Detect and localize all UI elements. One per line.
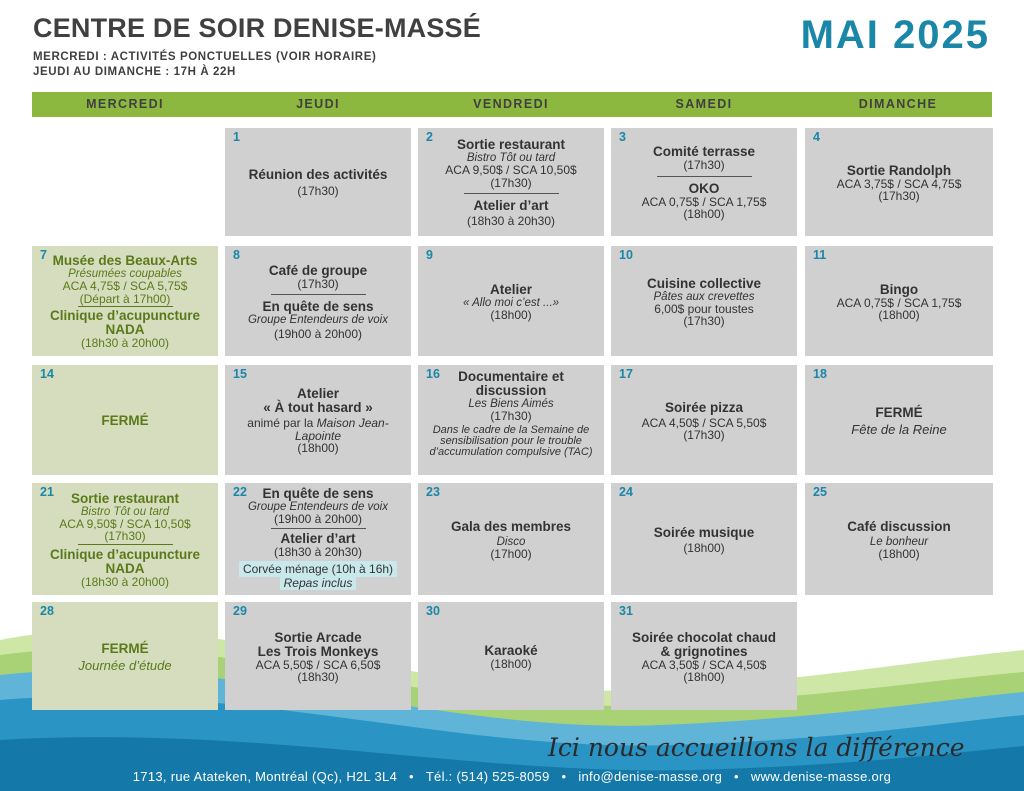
day-number: 1: [233, 130, 240, 144]
day-cell-17: [611, 365, 797, 475]
event-time: (17h30): [297, 276, 339, 291]
event-price: ACA 0,75$ / SCA 1,75$: [641, 194, 767, 209]
day-number: 11: [813, 248, 827, 262]
divider: [78, 544, 173, 545]
event-time: (18h30 à 20h30): [273, 544, 363, 559]
day-cell-3: [611, 128, 797, 236]
event-subtitle: Bistro Tôt ou tard: [80, 505, 170, 518]
event-title: Sortie Arcade: [274, 629, 362, 645]
event-time: (18h00): [490, 656, 532, 671]
day-number: 24: [619, 485, 633, 499]
day-number: 10: [619, 248, 633, 262]
event-title: Clinique d’acupuncture NADA: [49, 546, 200, 576]
event-host: Maison Jean-Lapointe: [294, 416, 389, 443]
day-number: 8: [233, 248, 240, 262]
event-time: (17h30): [878, 189, 920, 203]
day-cell-4: [805, 128, 993, 236]
event-time: (18h30 à 20h00): [80, 336, 170, 351]
month-title: MAI 2025: [800, 13, 990, 57]
day-cell-28: [32, 602, 218, 710]
day-number: 28: [40, 604, 54, 618]
event-time: (17h30): [683, 314, 725, 328]
event-subtitle: Le bonheur: [869, 535, 929, 548]
weekday-saturday: SAMEDI: [675, 97, 733, 111]
day-cell-16: [418, 365, 604, 475]
event-price: ACA 4,75$ / SCA 5,75$: [62, 279, 188, 294]
event-time: (17h30): [490, 175, 532, 190]
footer-email-link[interactable]: info@denise-masse.org: [578, 769, 723, 784]
weekday-sunday: DIMANCHE: [858, 97, 938, 111]
day-number: 16: [426, 367, 440, 381]
divider: [271, 294, 366, 295]
day-cell-30: [418, 602, 604, 710]
event-subtitle: Les Biens Aimés: [468, 398, 554, 410]
day-number: 29: [233, 604, 247, 618]
event-time: (18h30 à 20h00): [80, 574, 170, 589]
event-price: ACA 0,75$ / SCA 1,75$: [836, 295, 962, 310]
closed-label: FERMÉ: [101, 413, 149, 428]
day-cell-15: [225, 365, 411, 475]
event-time: (18h30): [297, 670, 339, 684]
day-cell-10: [611, 246, 797, 356]
event-title: Musée des Beaux-Arts: [52, 253, 198, 269]
day-number: 14: [40, 367, 54, 381]
event-title: Réunion des activités: [248, 167, 388, 183]
event-price: 6,00$ pour toustes: [654, 301, 754, 316]
event-note: Dans le cadre de la Semaine de sensibilisation pour le trouble d’accumulation compulsive (TAC): [429, 423, 593, 458]
day-cell-7: [32, 246, 218, 356]
event-subtitle: Présumées coupables: [68, 268, 182, 281]
event-price: ACA 9,50$ / SCA 10,50$: [59, 516, 191, 531]
event-title: Atelier d’art: [473, 198, 549, 214]
day-cell-1: [225, 128, 411, 236]
event-time: (18h00): [297, 441, 339, 456]
closed-label: FERMÉ: [875, 404, 923, 420]
event-subtitle: Pâtes aux crevettes: [653, 290, 755, 303]
event-title: Soirée pizza: [664, 399, 744, 415]
divider: [657, 176, 752, 177]
event-title: Karaoké: [484, 642, 538, 658]
weekday-thursday: JEUDI: [296, 97, 340, 111]
event-time: (Départ à 17h00): [79, 291, 171, 306]
event-time: (18h00): [878, 308, 920, 322]
footer-bullet: •: [409, 769, 414, 784]
page-title: CENTRE DE SOIR DENISE-MASSÉ: [33, 13, 481, 43]
event-title: Documentaire et discussion: [458, 369, 564, 398]
event-title: Clinique d’acupuncture NADA: [49, 308, 200, 338]
day-cell-9: [418, 246, 604, 356]
event-time: (17h00): [490, 546, 532, 561]
event-subtitle: Groupe Entendeurs de voix: [247, 501, 388, 513]
event-time: (18h00): [683, 207, 725, 222]
divider: [464, 193, 559, 194]
event-time: (17h30): [683, 428, 725, 442]
event-title: OKO: [688, 180, 720, 196]
weekday-friday: VENDREDI: [473, 97, 549, 111]
footer-contact: [0, 769, 1024, 784]
day-cell-2: [418, 128, 604, 236]
day-number: 3: [619, 130, 626, 144]
day-number: 2: [426, 130, 433, 144]
event-price: ACA 3,75$ / SCA 4,75$: [836, 176, 962, 191]
day-number: 15: [233, 367, 247, 381]
event-subtitle: « Allo moi c’est ...»: [462, 296, 560, 309]
day-cell-8: [225, 246, 411, 356]
slogan: Ici nous accueillons la différence: [548, 733, 965, 762]
day-cell-18: [805, 365, 993, 475]
event-time: (19h00 à 20h00): [273, 512, 363, 526]
day-cell-22: [225, 483, 411, 595]
event-time: (17h30): [683, 158, 725, 173]
day-number: 21: [40, 485, 54, 499]
day-number: 17: [619, 367, 633, 381]
event-title: En quête de sens: [262, 486, 374, 501]
divider: [78, 306, 173, 307]
footer-address: 1713, rue Atateken, Montréal (Qc), H2L 3L4: [132, 769, 398, 784]
event-time: (17h30): [490, 409, 532, 423]
event-subtitle: Groupe Entendeurs de voix: [247, 314, 388, 326]
day-number: 30: [426, 604, 440, 618]
day-number: 22: [233, 485, 247, 499]
event-title: Sortie Randolph: [846, 162, 952, 178]
event-time: (17h30): [297, 184, 339, 199]
footer-bullet: •: [734, 769, 739, 784]
event-price: ACA 4,50$ / SCA 5,50$: [641, 415, 767, 430]
event-title: Soirée chocolat chaud & grignotines: [631, 629, 777, 659]
event-title: Sortie restaurant: [456, 137, 566, 153]
footer-phone[interactable]: Tél.: (514) 525-8059: [425, 769, 550, 784]
event-subtitle: Journée d’étude: [78, 657, 172, 673]
footer-bullet: •: [561, 769, 567, 784]
event-title: Atelier d’art: [280, 530, 356, 546]
divider: [271, 528, 366, 529]
day-number: 18: [813, 367, 827, 381]
event-time: (18h00): [683, 670, 725, 684]
day-cell-25: [805, 483, 993, 595]
day-number: 4: [813, 130, 820, 144]
day-cell-24: [611, 483, 797, 595]
event-subtitle: Fête de la Reine: [851, 421, 947, 437]
event-title: Atelier: [489, 281, 533, 297]
day-cell-14: [32, 365, 218, 475]
day-number: 25: [813, 485, 827, 499]
event-title: Comité terrasse: [652, 144, 756, 160]
weekday-wednesday: MERCREDI: [86, 97, 164, 111]
event-title: Sortie restaurant: [70, 490, 180, 506]
event-time: (18h00): [683, 540, 725, 555]
day-cell-29: [225, 602, 411, 710]
closed-label: FERMÉ: [101, 640, 149, 656]
weekday-header: [32, 92, 992, 117]
event-subtitle: Bistro Tôt ou tard: [466, 152, 556, 165]
day-cell-23: [418, 483, 604, 595]
event-host-prefix: animé par la: [247, 416, 314, 431]
day-cell-31: [611, 602, 797, 710]
event-title: Soirée musique: [653, 524, 755, 540]
event-time: (18h30 à 20h30): [466, 214, 556, 229]
event-title: Café discussion: [847, 518, 951, 534]
day-number: 7: [40, 248, 47, 262]
event-title: Cuisine collective: [646, 275, 762, 291]
event-title: Gala des membres: [450, 518, 572, 534]
event-price: ACA 9,50$ / SCA 10,50$: [445, 163, 577, 178]
event-time: (19h00 à 20h00): [273, 327, 363, 341]
event-price: ACA 3,50$ / SCA 4,50$: [641, 657, 767, 672]
meal-included-badge: Repas inclus: [280, 577, 357, 590]
day-number: 31: [619, 604, 633, 618]
day-number: 9: [426, 248, 433, 262]
schedule-hours-note: JEUDI AU DIMANCHE : 17H À 22H: [33, 66, 236, 78]
day-cell-21: [32, 483, 218, 595]
event-subtitle: Disco: [496, 535, 526, 548]
footer-website-link[interactable]: www.denise-masse.org: [750, 769, 892, 784]
event-title: Atelier: [296, 386, 340, 402]
event-title: En quête de sens: [262, 299, 374, 314]
event-title: Bingo: [879, 281, 919, 297]
event-time: (17h30): [104, 529, 146, 544]
event-time: (18h00): [878, 546, 920, 561]
cleanup-badge: Corvée ménage (10h à 16h): [239, 561, 397, 577]
schedule-wednesday-note: MERCREDI : ACTIVITÉS PONCTUELLES (VOIR HORAIRE): [33, 51, 377, 63]
event-time: (18h00): [490, 307, 532, 322]
day-cell-11: [805, 246, 993, 356]
event-title: Les Trois Monkeys: [257, 643, 379, 659]
event-price: ACA 5,50$ / SCA 6,50$: [255, 657, 381, 672]
event-title: « À tout hasard »: [263, 400, 373, 416]
event-title: Café de groupe: [268, 262, 368, 278]
day-number: 23: [426, 485, 440, 499]
